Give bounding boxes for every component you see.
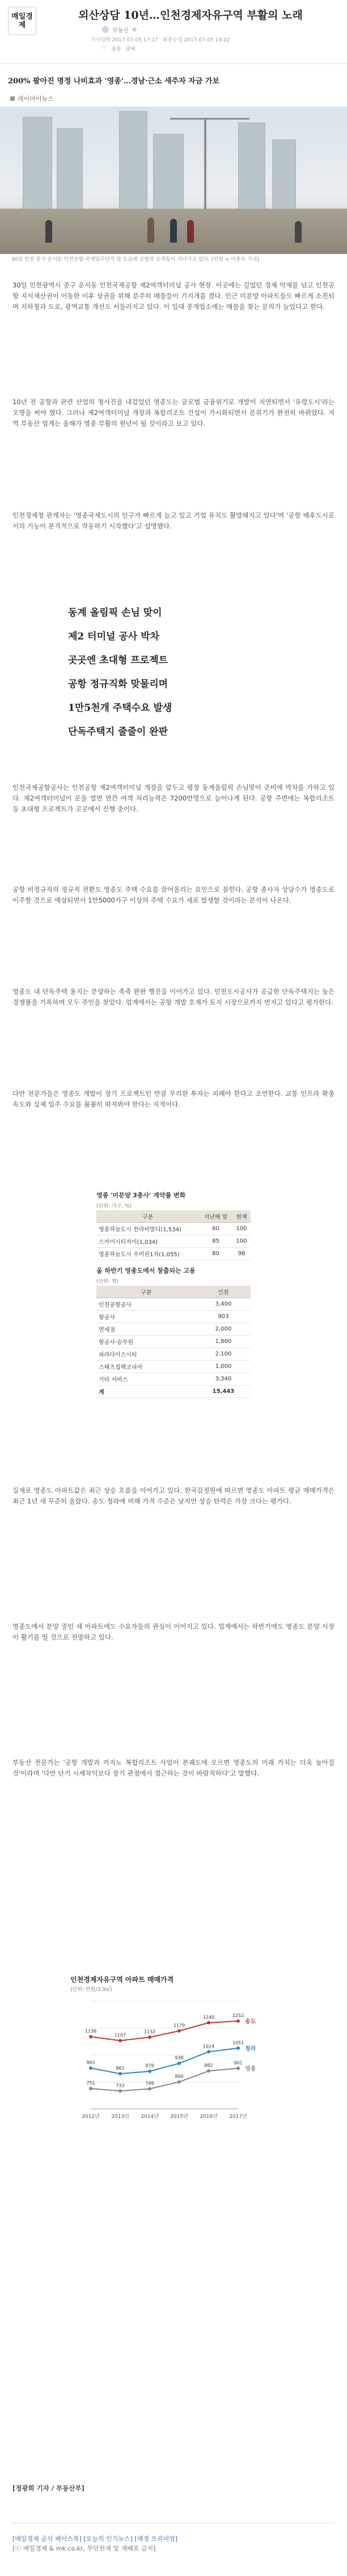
- chart-point: [207, 2050, 210, 2053]
- chart-data-label: 1179: [173, 2023, 185, 2028]
- author-avatar: [102, 26, 109, 33]
- table-cell: 1,000: [196, 1361, 251, 1373]
- photo-person: [170, 219, 177, 243]
- table-row: [96, 1248, 251, 1260]
- article-subheadline: 200% 팔아진 명정 나비효과 '영종'…경남·근소 새주자 자금 가보: [8, 77, 219, 85]
- header-divider: [0, 63, 347, 64]
- chart-point: [177, 2081, 181, 2084]
- photo-building: [119, 111, 147, 214]
- chart-point: [177, 2062, 181, 2065]
- chart-data-label: 733: [116, 2083, 125, 2088]
- byline: [정광희 기자 / 부동산부]: [12, 2484, 84, 2492]
- photo-crane-arm: [170, 118, 249, 120]
- photo-building: [23, 117, 52, 214]
- table-cell: 1,800: [196, 1336, 251, 1348]
- modified-date: 최종수정 2017-07-05 19:22: [162, 37, 230, 43]
- body-paragraph: 인천국제공항공사는 인천공항 제2여객터미널 개장을 앞두고 평창 동계올림픽 손님맞이 준비에 박차를 가하고 있다. 제2여객터미널이 문을 열면 연간 여객 처리능력은 7200만명으로 늘어나게 된다. 공항 주변에는 복합리조트 등 초대형 프로젝트가 곳곳에서 진행 중이다.: [12, 783, 335, 813]
- photo-building: [153, 134, 184, 214]
- article-photo: [0, 107, 347, 254]
- table-unit: (단위: 가구, %): [96, 1204, 132, 1209]
- article-title: 외산상담 10년…인천경제자유구역 부활의 노래: [78, 9, 303, 22]
- table-cell: 파라다이스시티: [96, 1348, 196, 1361]
- chart-data-label: 882: [204, 2063, 213, 2069]
- chart-x-tick-label: 2015년: [170, 2114, 188, 2120]
- contract-rate-table: [96, 1210, 251, 1260]
- table-cell: 60: [199, 1223, 232, 1235]
- table-cell: 3,340: [196, 1373, 251, 1386]
- photo-person: [45, 220, 52, 243]
- stats-tables: [96, 1188, 251, 1398]
- chart-x-tick-label: 2012년: [82, 2114, 100, 2120]
- article-header: [0, 0, 347, 54]
- table-row: [96, 1348, 251, 1361]
- body-paragraph: 인천경제청 관계자는 '영종국제도시의 인구가 빠르게 늘고 있고 기업 유치도 활발해지고 있다'며 '공항 배후도시로서의 기능이 본격적으로 작동하기 시작했다'고 설명했다.: [12, 511, 335, 530]
- employment-table: [96, 1286, 251, 1398]
- author-name[interactable]: 부동산: [112, 27, 129, 34]
- chart-data-label: 749: [145, 2081, 154, 2086]
- chart-data-label: 861: [116, 2066, 125, 2071]
- table-cell: 인천공항공사: [96, 1298, 196, 1311]
- pull-quote-line: 곳곳엔 초대형 프로젝트: [68, 655, 168, 666]
- chart-data-label: 1024: [202, 2044, 215, 2049]
- author-row: [102, 25, 137, 34]
- chart-legend-label: 영종: [245, 2066, 256, 2073]
- chart-x-tick-label: 2016년: [200, 2114, 218, 2120]
- table-cell: 항공사·승무원: [96, 1336, 196, 1348]
- table-header: 지난해 말: [199, 1210, 232, 1223]
- photo-person: [187, 220, 194, 243]
- table-cell: 98: [232, 1248, 251, 1260]
- chart-unit-label: (단위: 만원/3.3㎡): [70, 1987, 113, 1993]
- photo-building: [272, 139, 296, 214]
- table-cell: 15,443: [196, 1386, 251, 1398]
- chart-point: [236, 2047, 240, 2050]
- table-header: 현재: [232, 1210, 251, 1223]
- table-title: 영종 '미분양 3총사' 계약률 변화: [96, 1192, 186, 1199]
- table-cell: 2,000: [196, 1323, 251, 1336]
- chart-title: 인천경제자유구역 아파트 매매가격: [70, 1976, 174, 1984]
- chart-data-label: 938: [175, 2055, 184, 2061]
- chart-x-tick-label: 2017년: [229, 2114, 247, 2120]
- chart-data-label: 751: [86, 2081, 95, 2086]
- chart-point: [148, 2087, 151, 2091]
- table-unit: (단위: 명): [96, 1279, 119, 1285]
- table-row: [96, 1336, 251, 1348]
- photo-person: [295, 221, 302, 243]
- chart-svg: [68, 1973, 279, 2132]
- table-row: [96, 1323, 251, 1336]
- chart-point: [148, 2036, 151, 2039]
- table-cell: 80: [199, 1248, 232, 1260]
- table-cell: 면세점: [96, 1323, 196, 1336]
- chart-data-label: 1136: [84, 2028, 97, 2034]
- publisher-logo[interactable]: 매일경제: [8, 7, 36, 35]
- chart-data-label: 1051: [232, 2040, 244, 2045]
- table-cell: 3,400: [196, 1298, 251, 1311]
- table-cell: 스카이시티자이(1,034): [96, 1235, 199, 1248]
- price-chart: [68, 1973, 279, 2132]
- table-header: 인원: [196, 1286, 251, 1298]
- chart-x-tick-label: 2013년: [111, 2114, 129, 2120]
- table-cell: 85: [199, 1235, 232, 1248]
- chart-data-label: 1240: [202, 2015, 215, 2020]
- table-cell: 2,100: [196, 1348, 251, 1361]
- body-paragraph: 영종도 내 단독주택 용지는 분양하는 족족 완판 행진을 이어가고 있다. 인천도시공사가 공급한 단독주택지는 높은 경쟁률을 기록하며 모두 주인을 찾았다. 업계에서는 공항 개발 호재가 토지 시장으로까지 번지고 있다고 평가한다.: [12, 988, 335, 1006]
- article-footer: [12, 2534, 335, 2553]
- table-row: [96, 1386, 251, 1398]
- table-cell: 스태츠칩팩코리아: [96, 1361, 196, 1373]
- chart-point: [89, 2066, 92, 2070]
- dates-row: [91, 35, 230, 43]
- table-cell: 100: [232, 1235, 251, 1248]
- table-header: 구분: [96, 1210, 199, 1223]
- photo-building: [238, 122, 265, 214]
- chart-series-line: [91, 2069, 238, 2091]
- table-cell: 영종하늘도시 한라비발디(1,534): [96, 1223, 199, 1235]
- photo-person: [147, 218, 154, 243]
- chart-point: [119, 2039, 122, 2043]
- chart-point: [236, 2067, 240, 2070]
- table-row: [96, 1373, 251, 1386]
- table-row: [96, 1298, 251, 1311]
- chart-data-label: 1132: [143, 2029, 156, 2035]
- copyright-text: [ⓒ 매일경제 & mk.co.kr, 무단전재 및 재배포 금지]: [12, 2545, 156, 2552]
- chart-point: [207, 2021, 210, 2024]
- chart-point: [89, 2035, 92, 2039]
- chart-data-label: 1252: [232, 2013, 244, 2019]
- chart-data-label: 1107: [114, 2032, 126, 2038]
- like-icon[interactable]: ♡: [102, 45, 107, 51]
- photo-building: [57, 128, 83, 214]
- chart-data-label: 903: [86, 2060, 95, 2066]
- pull-quote: [68, 601, 283, 744]
- body-paragraph: 30일 인천광역시 중구 운서동 인천국제공항 제2여객터미널 공사 현장. 이곳에는 길었던 경제 악재를 넘고 인천공항 지식재산권이 이동한 이후 상권을 위해 분주히 매물들이 기지개를 켰다. 인근 미분양 아파트들도 빠르게 소진되며 지하철과 도로, 광역교통 개선도 서둘러지고 있다. 이 일대 중개업소에는 매물을 찾는 문의가 늘었다고 한다.: [12, 281, 335, 311]
- chart-point: [119, 2072, 122, 2075]
- chart-point: [236, 2019, 240, 2023]
- chart-legend-label: 송도: [245, 2019, 256, 2026]
- photo-crane: [204, 118, 206, 214]
- footer-links[interactable]: [매일경제 공식 페이스북] [오늘의 인기뉴스] [매경 프리미엄]: [12, 2535, 178, 2543]
- table-row: [96, 1311, 251, 1323]
- published-date: 기사입력 2017-07-05 17:17: [91, 37, 158, 43]
- chart-point: [207, 2069, 210, 2073]
- share-button[interactable]: 공유: [111, 46, 121, 52]
- body-paragraph: 부동산 전문가는 '공항 개발과 카지노 복합리조트 사업이 본궤도에 오르면 영종도의 미래 가치는 더욱 높아질 것'이라며 '다만 단기 시세차익보다 장기 관점에서 접근하는 것이 바람직하다'고 말했다.: [12, 1759, 335, 1777]
- chart-series-line: [91, 2021, 238, 2040]
- table-cell: 기타 서비스: [96, 1373, 196, 1386]
- table-title: 올 하반기 영종도에서 창출되는 고용: [96, 1267, 196, 1274]
- pull-quote-line: 단독주택지 줄줄이 완판: [68, 726, 168, 738]
- chart-point: [177, 2029, 181, 2032]
- table-row: [96, 1223, 251, 1235]
- table-cell: 계: [96, 1386, 196, 1398]
- body-paragraph: 공항 비정규직의 정규직 전환도 영종도 주택 수요를 끌어올리는 요인으로 꼽힌다. 공항 종사자 상당수가 영종도로 이주할 것으로 예상되면서 1만5000가구 이상의 주택 수요가 새로 발생할 것이라는 분석이 나온다.: [12, 886, 335, 904]
- body-paragraph: 10년 전 공항과 관련 산업의 청사진을 내걸었던 영종도는 글로벌 금융위기로 개발이 지연되면서 '유령도시'라는 오명을 써야 했다. 그러나 제2여객터미널 개장과 복합리조트 건설이 가시화되면서 분위기가 완전히 바뀌었다. 지역 부동산 업계는 올해가 영종 부활의 원년이 될 것이라고 보고 있다.: [12, 398, 335, 427]
- table-cell: 903: [196, 1311, 251, 1323]
- chart-x-tick-label: 2014년: [141, 2114, 159, 2120]
- font-size-button[interactable]: 글씨: [125, 46, 136, 52]
- pull-quote-line: 제2 터미널 공사 박차: [68, 631, 159, 642]
- pull-quote-line: 1만5천개 주택수요 발생: [68, 702, 172, 714]
- chart-point: [89, 2087, 92, 2090]
- photo-caption: 30일 인천 중구 운서동 인천공항 국제업무단지 앞 도로에 공항과 승객들이 지나가고 있다. [인천 = 이충우 기자]: [11, 257, 259, 262]
- section-name: 레이아이뉴스: [18, 95, 54, 103]
- table-row: [96, 1235, 251, 1248]
- table-header: 구분: [96, 1286, 196, 1298]
- table-cell: 영종하늘도시 우미린1차(1,055): [96, 1248, 199, 1260]
- pull-quote-line: 공항 정규직화 맞물리며: [68, 679, 168, 690]
- article-actions: [102, 44, 136, 52]
- section-label: [10, 94, 54, 103]
- pull-quote-line: 동계 올림픽 손님 맞이: [68, 607, 162, 618]
- table-cell: 항공사: [96, 1311, 196, 1323]
- section-bullet-icon: [10, 96, 15, 101]
- body-paragraph: 실제로 영종도 아파트값은 최근 상승 흐름을 이어가고 있다. 한국감정원에 따르면 영종도 아파트 평균 매매가격은 최근 1년 새 꾸준히 올랐다. 송도·청라에 비해 가격 수준은 낮지만 상승 탄력은 가장 크다는 평가다.: [12, 1486, 335, 1505]
- chart-point: [119, 2089, 122, 2092]
- chart-legend-label: 청라: [245, 2045, 256, 2052]
- chart-data-label: 879: [145, 2063, 154, 2069]
- chart-data-label: 901: [234, 2060, 243, 2066]
- chart-data-label: 800: [175, 2074, 184, 2079]
- table-row: [96, 1361, 251, 1373]
- table-cell: 100: [232, 1223, 251, 1235]
- chart-point: [148, 2070, 151, 2073]
- body-paragraph: 다만 전문가들은 영종도 개발이 장기 프로젝트인 만큼 무리한 투자는 피해야 한다고 조언한다. 교통 인프라 확충 속도와 실제 입주 수요를 꼼꼼히 따져봐야 한다는 지적이다.: [12, 1090, 335, 1108]
- follow-icon[interactable]: ⊕: [132, 26, 137, 33]
- body-paragraph: 영종도에서 분양 중인 새 아파트에도 수요자들의 관심이 이어지고 있다. 업계에서는 하반기에도 영종도 분양 시장이 활기를 띨 것으로 전망하고 있다.: [12, 1622, 335, 1641]
